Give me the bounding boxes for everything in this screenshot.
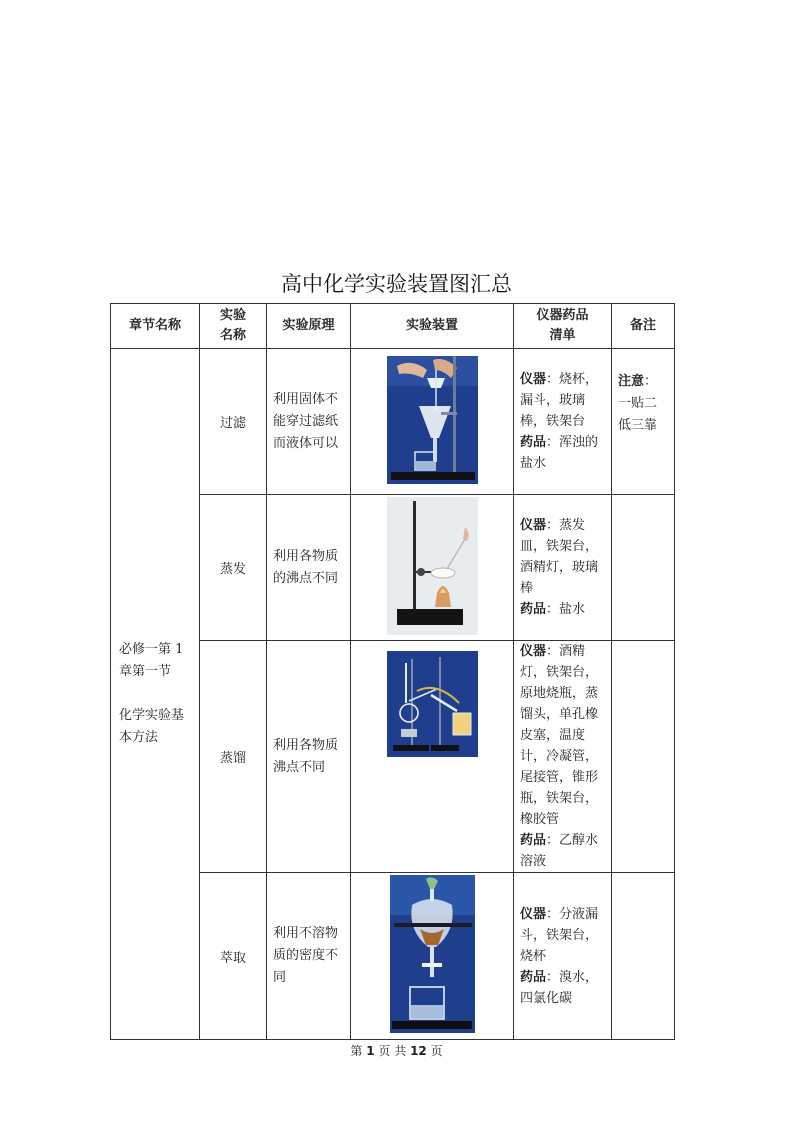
distillation-apparatus-photo [387,651,478,757]
instrument-list: 仪器：酒精灯，铁架台，原地烧瓶，蒸馏头，单孔橡皮塞，温度计，冷凝管，尾接管，锥形瓶，铁架台，橡胶管 药品：乙醇水溶液 [514,641,612,873]
chapter-line: 本方法 [119,730,159,745]
instrument-list: 仪器：分液漏斗，铁架台，烧杯 药品：溴水，四氯化碳 [514,873,612,1040]
extraction-apparatus-photo [390,875,475,1033]
instrument-list: 仪器：烧杯，漏斗，玻璃棒，铁架台 药品：浑浊的盐水 [514,349,612,495]
experiment-name: 萃取 [200,873,267,1040]
filtration-apparatus-photo [387,356,478,484]
page-title: 高中化学实验装置图汇总 [281,272,512,296]
experiment-principle: 利用固体不能穿过滤纸而液体可以 [267,349,351,495]
header-experiment-name: 实验 名称 [200,304,267,349]
page-number: 1 [366,1044,375,1058]
page-total: 12 [410,1044,427,1058]
experiment-principle: 利用各物质的沸点不同 [267,495,351,641]
experiment-name: 蒸馏 [200,641,267,873]
experiment-name: 过滤 [200,349,267,495]
chapter-line: 必修一第 1 [119,642,184,657]
evaporation-apparatus-photo [387,497,478,635]
remark-cell [612,495,675,641]
remark-cell [612,873,675,1040]
table-header-row [111,304,675,349]
remark-cell [612,641,675,873]
header-apparatus: 实验装置 [351,304,514,349]
remark-cell: 注意： 一贴二低三靠 [612,349,675,495]
table-row [111,349,675,495]
header-instrument-list: 仪器药品 清单 [514,304,612,349]
header-principle: 实验原理 [267,304,351,349]
page-footer: 第 1 页 共 12 页 [350,1044,443,1058]
header-chapter: 章节名称 [111,304,200,349]
experiment-table [110,303,675,1040]
chapter-line: 章第一节 [119,664,172,679]
chapter-cell [111,349,200,1040]
experiment-principle: 利用不溶物质的密度不同 [267,873,351,1040]
experiment-name: 蒸发 [200,495,267,641]
chapter-line: 化学实验基 [119,708,185,723]
header-remark: 备注 [612,304,675,349]
experiment-principle: 利用各物质沸点不同 [267,641,351,873]
instrument-list: 仪器：蒸发皿，铁架台，酒精灯，玻璃棒 药品：盐水 [514,495,612,641]
